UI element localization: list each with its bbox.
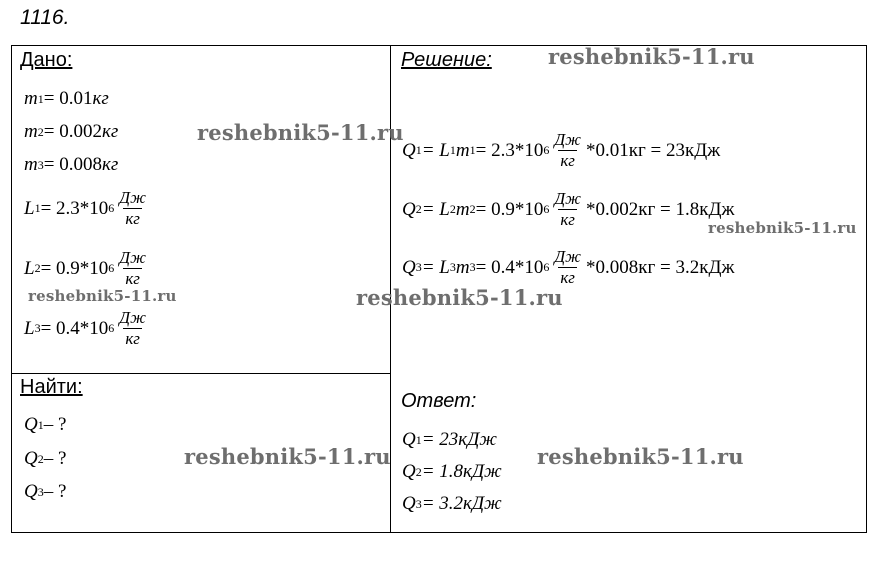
solution-eq2: Q 2 = L 2 m 2 = 0.9*10 6 $\frac{Дж}{кг}$ *0.002кг = 1.8кДж [402, 189, 735, 229]
watermark: reshebnik5-11.ru [197, 120, 404, 145]
find-heading: Найти: [20, 376, 83, 398]
solution-heading: Решение: [401, 49, 492, 71]
find-q3: Q 3 – ? [24, 481, 67, 502]
answer-q3: Q 3 = 3.2кДж [402, 493, 502, 514]
watermark: reshebnik5-11.ru [356, 285, 563, 310]
given-m2: m 2 = 0.002 кг [24, 121, 119, 142]
watermark: reshebnik5-11.ru [548, 44, 755, 69]
given-heading: Дано: [20, 49, 73, 71]
answer-q2: Q 2 = 1.8кДж [402, 461, 502, 482]
given-m1: m 1 = 0.01 кг [24, 88, 109, 109]
given-L3: L 3 = 0.4*10 6 $\frac{Дж}{кг}$ [24, 308, 146, 348]
watermark: reshebnik5-11.ru [28, 287, 177, 305]
answer-heading: Ответ: [401, 390, 477, 412]
answer-q1: Q 1 = 23кДж [402, 429, 497, 450]
find-q1: Q 1 – ? [24, 414, 67, 435]
solution-eq3: Q 3 = L 3 m 3 = 0.4*10 6 $\frac{Дж}{кг}$ *0.008кг = 3.2кДж [402, 247, 735, 287]
given-find-divider [11, 373, 391, 374]
given-L1: L 1 = 2.3*10 6 $\frac{Дж}{кг}$ [24, 188, 146, 228]
problem-number: 1116. [20, 6, 70, 29]
given-m3: m 3 = 0.008 кг [24, 154, 119, 175]
watermark: reshebnik5-11.ru [537, 444, 744, 469]
given-L2: L 2 = 0.9*10 6 $\frac{Дж}{кг}$ [24, 248, 146, 288]
watermark: reshebnik5-11.ru [184, 444, 391, 469]
solution-eq1: Q 1 = L 1 m 1 = 2.3*10 6 $\frac{Дж}{кг}$ *0.01кг = 23кДж [402, 130, 721, 170]
watermark: reshebnik5-11.ru [708, 219, 857, 237]
find-q2: Q 2 – ? [24, 448, 67, 469]
